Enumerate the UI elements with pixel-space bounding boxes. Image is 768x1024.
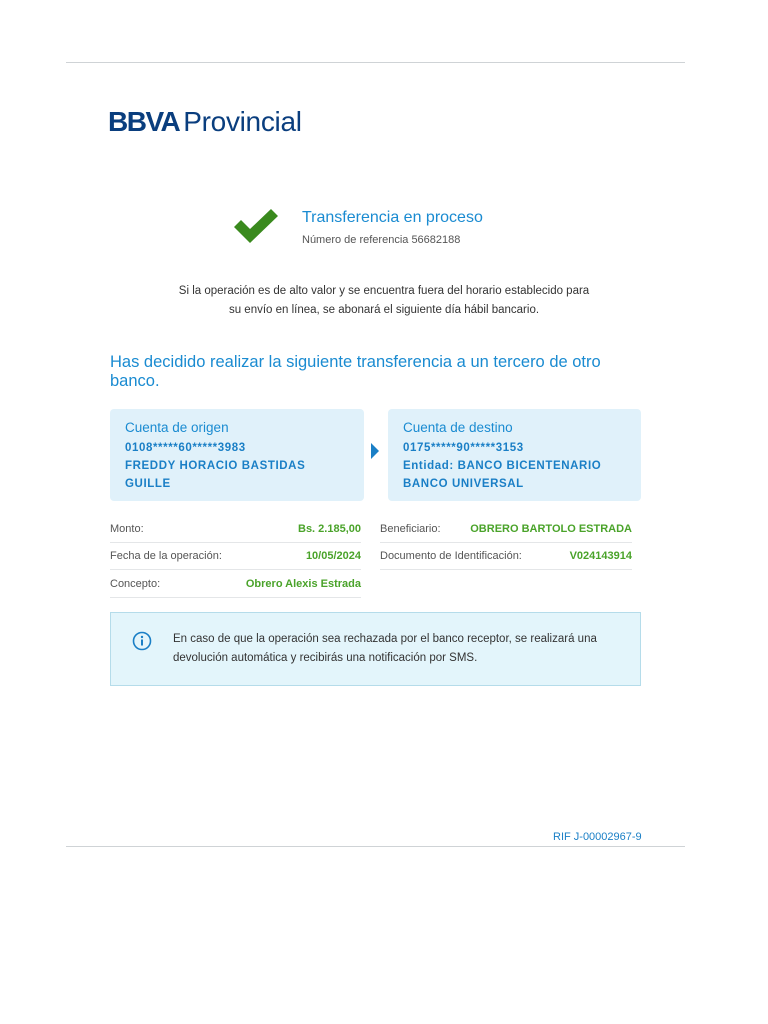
origin-account-card bbox=[110, 409, 364, 501]
bottom-divider bbox=[66, 846, 685, 847]
concept-value: Obrero Alexis Estrada bbox=[245, 578, 361, 590]
bbva-provincial-logo: BBVA Provincial bbox=[108, 106, 302, 137]
id-document-value: V024143914 bbox=[569, 550, 632, 562]
date-value: 10/05/2024 bbox=[305, 550, 361, 562]
detail-row-id-document bbox=[380, 543, 632, 570]
concept-label: Concepto: bbox=[110, 578, 161, 590]
schedule-notice: Si la operación es de alto valor y se encuentra fuera del horario establecido para su envío en línea, se abonará el siguiente día hábil bancario. bbox=[178, 285, 590, 316]
reference-number: Número de referencia 56682188 bbox=[302, 234, 461, 246]
destination-entity-line1: Entidad: BANCO BICENTENARIO bbox=[403, 460, 602, 472]
amount-label: Monto: bbox=[110, 523, 144, 535]
origin-holder-line1: FREDDY HORACIO BASTIDAS bbox=[125, 460, 306, 472]
id-document-label: Documento de Identificación: bbox=[380, 550, 522, 562]
date-label: Fecha de la operación: bbox=[110, 550, 222, 562]
detail-row-beneficiary bbox=[380, 516, 632, 543]
origin-account-number: 0108*****60*****3983 bbox=[125, 442, 246, 454]
detail-row-amount bbox=[110, 516, 361, 543]
beneficiary-value: OBRERO BARTOLO ESTRADA bbox=[470, 523, 632, 535]
status-title: Transferencia en proceso bbox=[302, 209, 483, 226]
detail-row-concept bbox=[110, 571, 361, 598]
destination-card-title: Cuenta de destino bbox=[403, 420, 513, 435]
check-icon bbox=[232, 208, 280, 244]
destination-account-card bbox=[388, 409, 641, 501]
destination-account-number: 0175*****90*****3153 bbox=[403, 442, 524, 454]
detail-row-date bbox=[110, 543, 361, 570]
info-message: En caso de que la operación sea rechazada por el banco receptor, se realizará una devolución automática y recibirás una notificación por SMS. bbox=[173, 633, 597, 664]
amount-value: Bs. 2.185,00 bbox=[298, 523, 361, 535]
beneficiary-label: Beneficiario: bbox=[380, 523, 441, 535]
rif-number: RIF J-00002967-9 bbox=[553, 831, 642, 843]
transfer-headline: Has decidido realizar la siguiente transferencia a un tercero de otro banco. bbox=[110, 353, 601, 390]
origin-card-title: Cuenta de origen bbox=[125, 420, 229, 435]
info-icon bbox=[131, 630, 153, 652]
arrow-right-icon bbox=[371, 443, 379, 459]
destination-entity-line2: BANCO UNIVERSAL bbox=[403, 478, 524, 490]
origin-holder-line2: GUILLE bbox=[125, 478, 171, 490]
info-box bbox=[110, 612, 641, 686]
top-divider bbox=[66, 62, 685, 63]
